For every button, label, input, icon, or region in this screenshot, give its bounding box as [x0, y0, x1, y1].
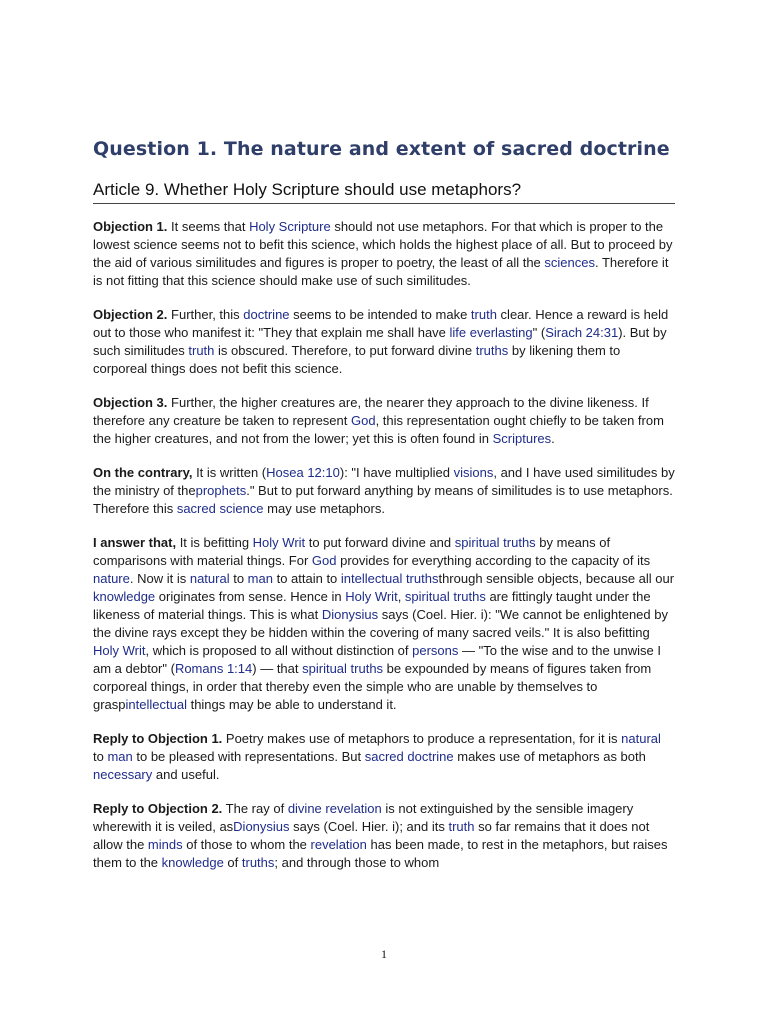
paragraph-text: . Now it is — [129, 571, 190, 586]
reference-link[interactable]: life everlasting — [449, 325, 533, 340]
paragraph — [93, 306, 675, 378]
paragraph-text: It seems that — [167, 219, 250, 234]
reference-link[interactable]: Hosea 12:10 — [266, 465, 340, 480]
reference-link[interactable]: Dionysius — [321, 607, 379, 622]
reference-link[interactable]: God — [311, 553, 337, 568]
reference-link[interactable]: spiritual truths — [302, 661, 384, 676]
paragraph — [93, 800, 675, 872]
paragraph-text: are fittingly taught under the likeness of material things. This is what — [93, 589, 651, 622]
paragraph-text: ). But by such similitudes — [93, 325, 667, 358]
paragraph-label: Objection 2. — [93, 307, 168, 322]
paragraph-label: Objection 3. — [93, 395, 168, 410]
paragraph-text: has been made, to rest in the metaphors, but raises them to the — [93, 837, 668, 870]
paragraph — [93, 534, 675, 714]
reference-link[interactable]: Sirach 24:31 — [545, 325, 619, 340]
reference-link[interactable]: intellectual — [125, 697, 187, 712]
article-title: Article 9. Whether Holy Scripture should use metaphors? — [93, 180, 675, 204]
reference-link[interactable]: truth — [188, 343, 215, 358]
reference-link[interactable]: natural — [621, 731, 661, 746]
paragraph-text: seems to be intended to make — [289, 307, 471, 322]
paragraph-text: It is written ( — [192, 465, 267, 480]
paragraph-label: Reply to Objection 1. — [93, 731, 223, 746]
paragraph-text: to — [229, 571, 248, 586]
paragraph-text: things may be able to understand it. — [186, 697, 397, 712]
reference-link[interactable]: prophets — [195, 483, 247, 498]
paragraph — [93, 730, 675, 784]
reference-link[interactable]: necessary — [93, 767, 153, 782]
reference-link[interactable]: truth — [470, 307, 497, 322]
reference-link[interactable]: Romans 1:14 — [174, 661, 253, 676]
reference-link[interactable]: Scriptures — [492, 431, 552, 446]
paragraph-text: of those to whom the — [182, 837, 311, 852]
paragraph-text: Further, the higher creatures are, the nearer they approach to the divine likeness. If therefore any creature be taken to represent — [93, 395, 649, 428]
paragraph-text: to — [93, 749, 108, 764]
paragraph-text: says (Coel. Hier. i); and its — [289, 819, 449, 834]
paragraph-text: , and I have used similitudes by the ministry of the — [93, 465, 675, 498]
paragraph-text: . — [551, 431, 555, 446]
paragraph-text: — "To the wise and to the unwise I am a debtor" ( — [93, 643, 661, 676]
paragraph-text: ) — that — [252, 661, 303, 676]
reference-link[interactable]: natural — [189, 571, 230, 586]
paragraph-text: be expounded by means of figures taken from corporeal things, in order that thereby even the simple who are unable by themselves to grasp — [93, 661, 652, 712]
reference-link[interactable]: man — [107, 749, 133, 764]
paragraph-text: so far remains that it does not allow the — [93, 819, 650, 852]
document-page — [93, 138, 675, 872]
paragraph-text: , this representation ought chiefly to be taken from the higher creatures, and not from the lower; yet this is often found in — [93, 413, 664, 446]
reference-link[interactable]: nature — [93, 571, 130, 586]
reference-link[interactable]: truths — [241, 855, 275, 870]
paragraph — [93, 464, 675, 518]
reference-link[interactable]: Holy Writ — [93, 643, 146, 658]
reference-link[interactable]: knowledge — [93, 589, 156, 604]
reference-link[interactable]: God — [351, 413, 376, 428]
reference-link[interactable]: sacred doctrine — [364, 749, 454, 764]
paragraph-text: provides for everything according to the capacity of its — [336, 553, 651, 568]
reference-link[interactable]: revelation — [310, 837, 367, 852]
reference-link[interactable]: knowledge — [161, 855, 224, 870]
paragraph-text: clear. Hence a reward is held out to those who manifest it: "They that explain me shall have — [93, 307, 669, 340]
reference-link[interactable]: truths — [475, 343, 509, 358]
question-title: Question 1. The nature and extent of sacred doctrine — [93, 138, 670, 160]
reference-link[interactable]: divine revelation — [287, 801, 382, 816]
reference-link[interactable]: doctrine — [243, 307, 290, 322]
reference-link[interactable]: Dionysius — [233, 819, 290, 834]
paragraph-text: of — [223, 855, 242, 870]
reference-link[interactable]: visions — [453, 465, 494, 480]
paragraph-text: is not extinguished by the sensible imagery wherewith it is veiled, as — [93, 801, 634, 834]
paragraph-text: , — [397, 589, 405, 604]
reference-link[interactable]: Holy Scripture — [249, 219, 331, 234]
paragraph-text: ): "I have multiplied — [339, 465, 454, 480]
reference-link[interactable]: sacred science — [176, 501, 264, 516]
paragraph-text: , which is proposed to all without distinction of — [145, 643, 413, 658]
reference-link[interactable]: truth — [448, 819, 475, 834]
paragraph-text: by means of comparisons with material things. For — [93, 535, 611, 568]
page-number: 1 — [381, 947, 387, 961]
paragraph-text: to attain to — [272, 571, 341, 586]
reference-link[interactable]: spiritual truths — [404, 589, 486, 604]
paragraph — [93, 394, 675, 448]
paragraph-text: . Therefore it is not fitting that this science should make use of such similitudes. — [93, 255, 669, 288]
paragraph-text: and useful. — [152, 767, 220, 782]
paragraph-text: should not use metaphors. For that which is proper to the lowest science seems not to befit this science, which holds the highest place of all. But to proceed by the aid of various similitudes and figures is proper to poetry, the least of all the — [93, 219, 673, 270]
article-body — [93, 218, 675, 872]
paragraph-label: Objection 1. — [93, 219, 168, 234]
reference-link[interactable]: man — [247, 571, 273, 586]
paragraph-text: may use metaphors. — [263, 501, 385, 516]
paragraph-text: It is befitting — [176, 535, 253, 550]
paragraph-label: I answer that, — [93, 535, 177, 550]
reference-link[interactable]: spiritual truths — [454, 535, 536, 550]
reference-link[interactable]: persons — [412, 643, 459, 658]
reference-link[interactable]: intellectual truths — [340, 571, 439, 586]
paragraph-text: ; and through those to whom — [274, 855, 440, 870]
reference-link[interactable]: minds — [147, 837, 183, 852]
paragraph-text: originates from sense. Hence in — [155, 589, 346, 604]
reference-link[interactable]: sciences — [544, 255, 595, 270]
reference-link[interactable]: Holy Writ — [252, 535, 306, 550]
paragraph-label: Reply to Objection 2. — [93, 801, 223, 816]
reference-link[interactable]: Holy Writ — [345, 589, 398, 604]
paragraph-label: On the contrary, — [93, 465, 193, 480]
paragraph-text: says (Coel. Hier. i): "We cannot be enlightened by the divine rays except they be hidden within the covering of many sacred veils." It is also befitting — [93, 607, 668, 640]
paragraph-text: " ( — [532, 325, 546, 340]
paragraph-text: by likening them to corporeal things does not befit this science. — [93, 343, 621, 376]
paragraph-text: through sensible objects, because all our — [438, 571, 675, 586]
paragraph-text: to put forward divine and — [305, 535, 455, 550]
paragraph-text: ." But to put forward anything by means of similitudes is to use metaphors. Therefore this — [93, 483, 673, 516]
paragraph-text: is obscured. Therefore, to put forward divine — [214, 343, 476, 358]
paragraph-text: to be pleased with representations. But — [132, 749, 365, 764]
paragraph-text: makes use of metaphors as both — [453, 749, 646, 764]
paragraph — [93, 218, 675, 290]
paragraph-text: Poetry makes use of metaphors to produce a representation, for it is — [222, 731, 622, 746]
paragraph-text: Further, this — [167, 307, 244, 322]
paragraph-text: The ray of — [222, 801, 288, 816]
